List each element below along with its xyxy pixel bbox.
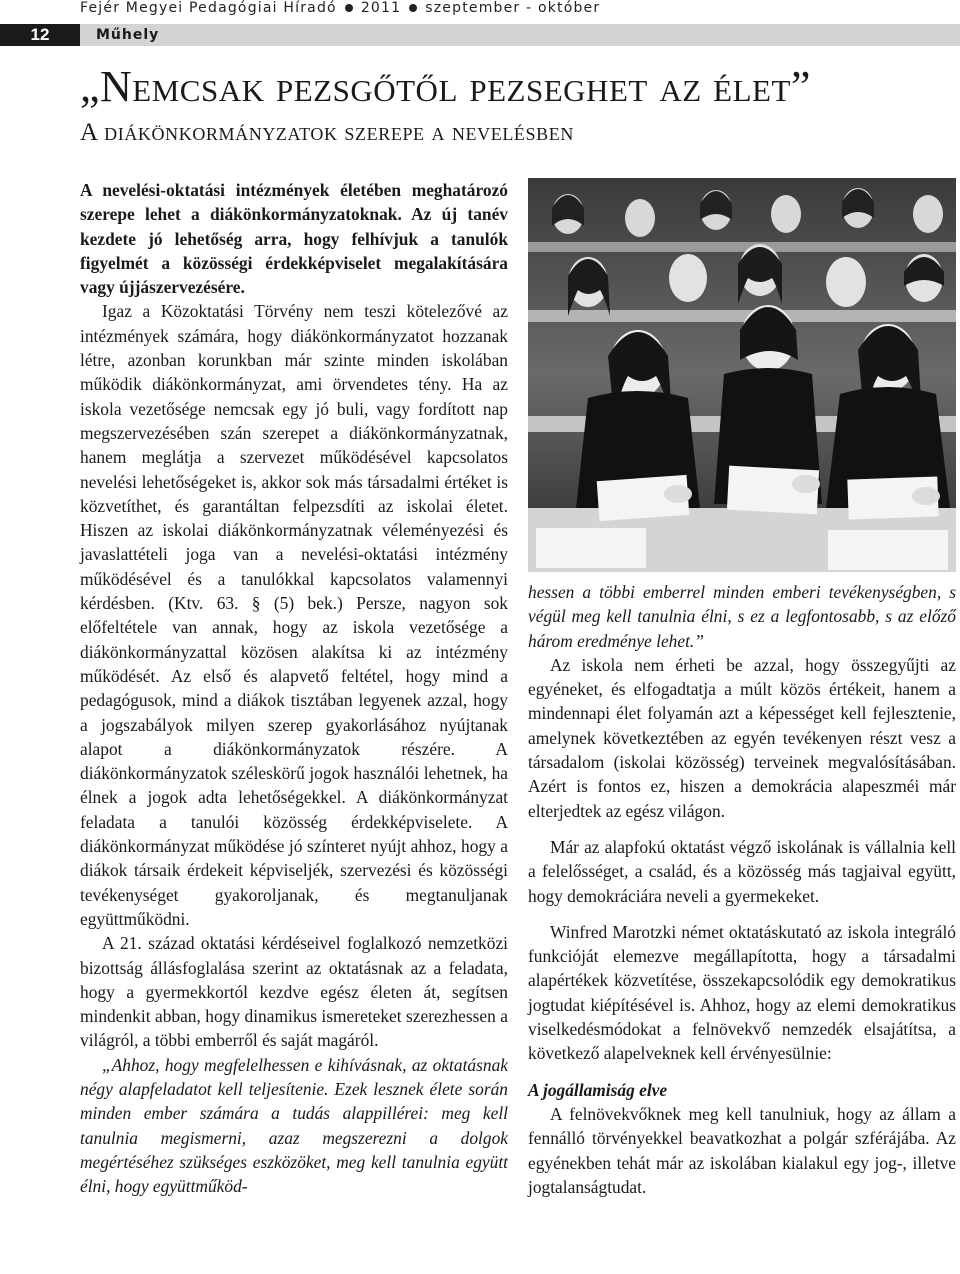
- lead-paragraph: A nevelési-oktatási intézmények életében meghatározó szerepe lehet a diákönkormányzatoknak. Az új tanév kezdete jó lehetőség arra, hogy felhívjuk a tanulók figyelmét a közösségi érdekképviselet megalakítására vagy újjászervezésére.: [80, 180, 508, 298]
- article-subtitle: A diákönkormányzatok szerepe a nevelésben: [80, 119, 574, 146]
- bullet-icon: [345, 4, 353, 12]
- body-paragraph: Winfred Marotzki német oktatáskutató az iskola integráló funkcióját elemezve megállapította, hogy a társadalmi alapértékek közvetítése, összekapcsolódik egy demokratikus jogtudat kiépítésével is. Ahhoz, hogy az elemi demokratikus viselkedésmódokat a felnövekvő nemzedék elsajátítsa, a következő alapelveknek kell érvényesülnie:: [528, 921, 956, 1064]
- journal-header: [80, 0, 600, 16]
- section-label: Műhely: [96, 27, 160, 43]
- section-bar: [0, 24, 960, 46]
- subsection-heading: A jogállamiság elve: [528, 1079, 668, 1100]
- bullet-icon: [409, 4, 417, 12]
- body-paragraph: Igaz a Közoktatási Törvény nem teszi kötelezővé az intézmények számára, hogy diákönkormányzatot hozzanak létre, azonban korunkban már szinte minden iskolában működik diákönkormányzat, ami örvendetes tény. Ha az iskola vezetősége nemcsak egy jó buli, vagy fordított nap megszervezésében szán szerepet a diákönkormányzatnak, hanem meglátja a szervezet működésével kapcsolatos nevelési lehetőségeket is, akkor sok más társadalmi értéket is közvetíthet, és garantáltan felpezsdíti az iskolai életet. Hiszen az iskolai diákönkormányzatnak véleményezési és javaslattételi joga van a nevelési-oktatási intézmény működésével és a tanulókkal kapcsolatos valamennyi kérdésben. (Ktv. 63. § (5) bek.) Persze, nagyon sok előfeltétele van annak, hogy az iskola vezetősége a diákönkormányzattal közösen alakítsa ki az intézmény működését. Az első és alapvető feltétel, hogy mind a pedagógusok, mind a diákok tisztában legyenek azzal, hogy a jogszabályok milyen szerep gyakorlásához nyújtanak alapot a diákönkormányzatok részére. A diákönkormányzatok széleskörű jogok használói lehetnek, ha élnek a jogok adta lehetőségekkel. A diákönkormányzat feladata a tanulói közösség érdekképviselete. A diákönkormányzat működése jó színteret nyújt ahhoz, hogy a diákok társaik érdekeit képviseljék, szervezési és közösségi tevékenységet gyakoroljanak, és megtanuljanak együttműködni.: [80, 301, 508, 929]
- body-paragraph: Már az alapfokú oktatást végző iskolának is vállalnia kell a felelősséget, a család, és a közösség más tagjaival együtt, hogy demokráciára neveli a gyermekeket.: [528, 836, 956, 906]
- body-paragraph: A 21. század oktatási kérdéseivel foglalkozó nemzetközi bizottság állásfoglalása szerint az oktatásnak az a feladata, hogy a gyermekkortól kezdve egész életen át, segítsen mindenkit abban, hogy dinamikus ismereteket szerezhessen a világról, a többi emberről és saját magáról.: [80, 933, 508, 1051]
- running-header: [0, 0, 960, 22]
- students-photo: [528, 178, 956, 572]
- page-number: 12: [0, 24, 80, 46]
- quote-continuation: hessen a többi emberrel minden emberi tevékenységben, s végül meg kell tanulnia élni, s ez a legfontosabb, s az előző három eredménye lehet.”: [528, 582, 956, 651]
- quote-paragraph: „Ahhoz, hogy megfelelhessen e kihívásnak, az oktatásnak négy alapfeladatot kell teljesítenie. Ezek lesznek élete során minden ember számára a tudás alappillérei: meg kell tanulnia megismerni, azaz megszerezni a dolgok megértéséhez szükséges eszközöket, meg kell tanulnia együtt élni, hogy együttműköd-: [80, 1054, 508, 1197]
- journal-name: Fejér Megyei Pedagógiai Híradó: [80, 0, 337, 16]
- article-title: „Nemcsak pezsgőtől pezseghet az élet”: [80, 62, 811, 111]
- left-column: [80, 178, 508, 1198]
- journal-year: 2011: [360, 0, 402, 16]
- journal-issue: szeptember - október: [425, 0, 601, 16]
- body-paragraph: A felnövekvőknek meg kell tanulniuk, hogy az állam a fennálló törvényekkel beavatkozhat a polgár szférájába. Az egyénekben tehát már az iskolában kialakul egy jog-, illetve jogtalanságtudat.: [528, 1103, 956, 1197]
- classroom-photo-icon: [528, 178, 956, 572]
- right-column: [528, 580, 956, 1199]
- body-paragraph: Az iskola nem érheti be azzal, hogy összegyűjti az egyéneket, és elfogadtatja a múlt közös értékeit, hanem a mindennapi élet folyamán azt a képességet kell fejlesztenie, amelynek következtében az egyén tevékenyen részt vesz a társadalom (iskolai közösség) terveinek megvalósításában. Azért is fontos ez, hiszen a demokrácia alapeszméi már elterjedtek az egész világon.: [528, 654, 956, 821]
